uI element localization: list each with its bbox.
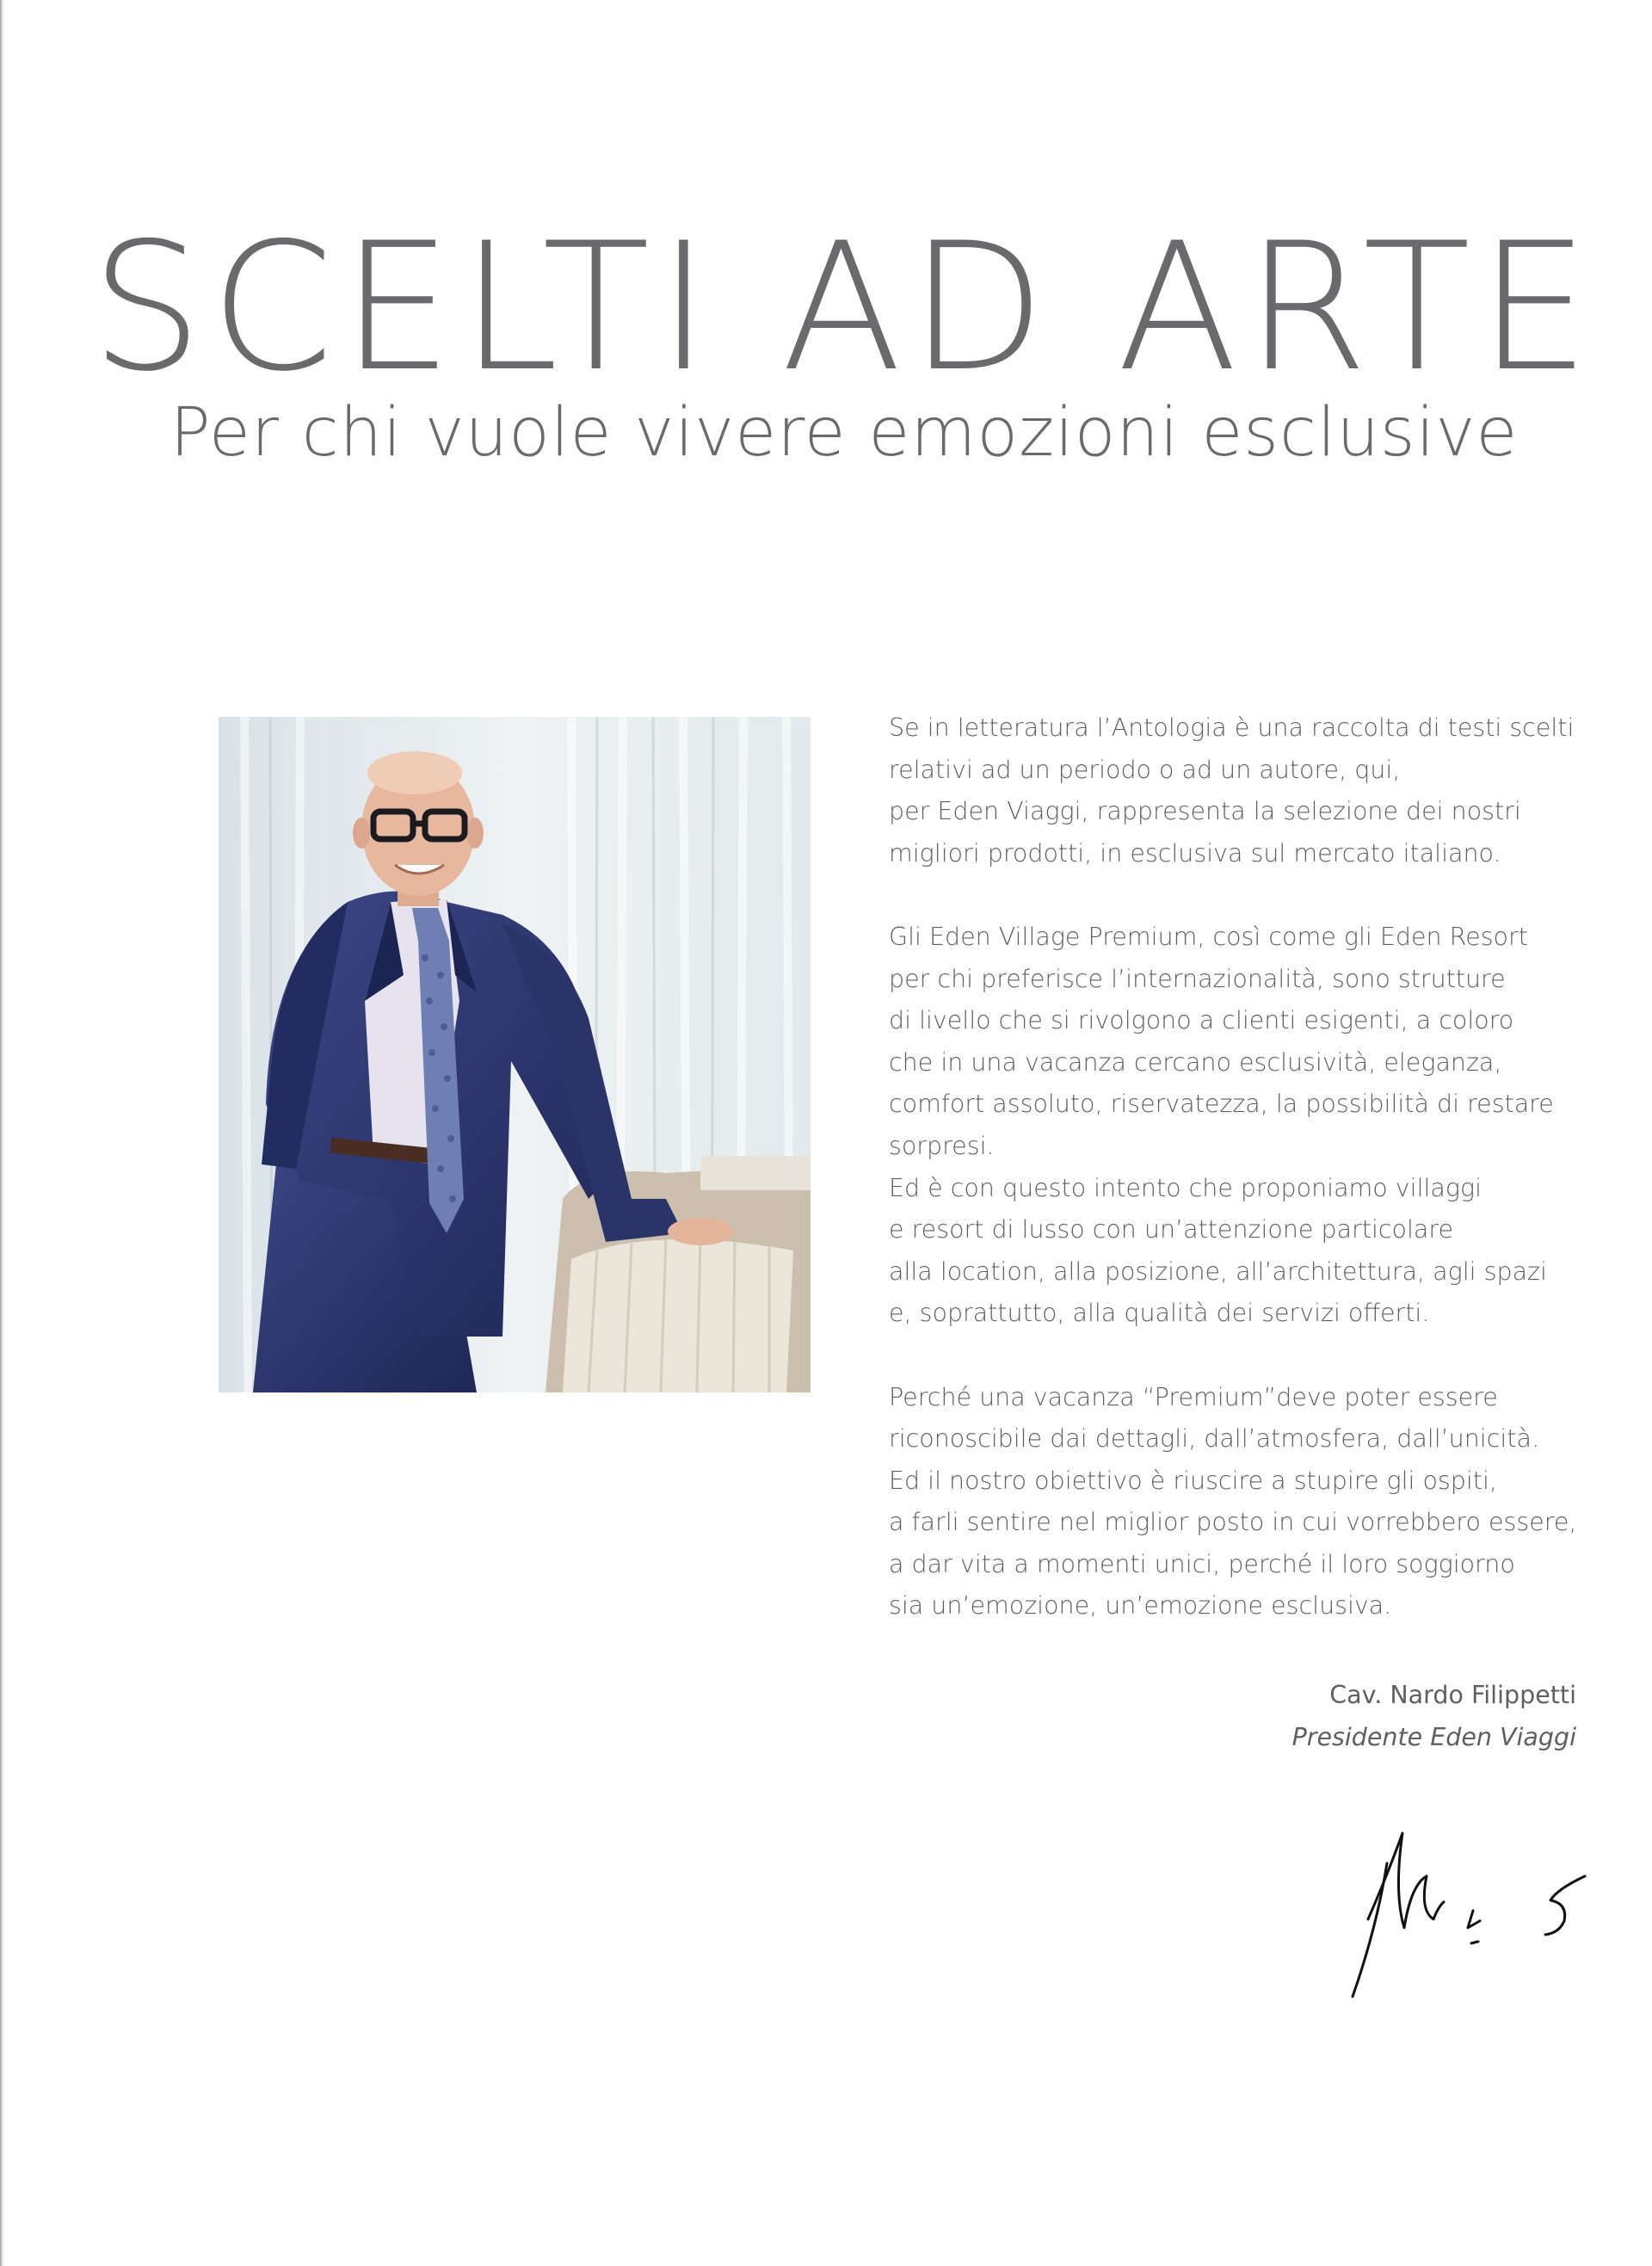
text-line: migliori prodotti, in esclusiva sul mercato italiano.: [889, 838, 1501, 868]
paragraph-emotion: [889, 1377, 1620, 1628]
paragraph-intent: [889, 1168, 1620, 1335]
text-line: relativi ad un periodo o ad un autore, qui,: [889, 755, 1401, 784]
page-title: SCELTI AD ARTE: [90, 206, 1598, 411]
text-line: alla location, alla posizione, all’architettura, agli spazi: [889, 1256, 1547, 1286]
signatory-name: Cav. Nardo Filippetti: [1329, 1681, 1576, 1709]
text-line: riconoscibile dai dettagli, dall’atmosfera, dall’unicità.: [889, 1424, 1540, 1454]
text-line: e, soprattutto, alla qualità dei servizi offerti.: [889, 1299, 1430, 1328]
president-portrait: [219, 717, 811, 1392]
text-line: sorpresi.: [889, 1131, 995, 1160]
text-line: per chi preferisce l’internazionalità, sono strutture: [889, 964, 1506, 993]
text-line: di livello che si rivolgono a clienti esigenti, a coloro: [889, 1006, 1514, 1035]
text-line: Gli Eden Village Premium, così come gli Eden Resort: [889, 922, 1528, 951]
text-line: a dar vita a momenti unici, perché il loro soggiorno: [889, 1549, 1515, 1578]
page-subtitle: Per chi vuole vivere emozioni esclusive: [170, 394, 1519, 472]
handwritten-signature: [1342, 1825, 1600, 2014]
signatory-role: Presidente Eden Viaggi: [1291, 1722, 1576, 1751]
text-line: per Eden Viaggi, rappresenta la selezione dei nostri: [889, 797, 1521, 826]
text-line: che in una vacanza cercano esclusività, eleganza,: [889, 1047, 1502, 1077]
intro-body: [889, 707, 1620, 1627]
text-line: Perché una vacanza “Premium”deve poter essere: [889, 1382, 1498, 1411]
text-line: comfort assoluto, riservatezza, la possibilità di restare: [889, 1090, 1554, 1119]
text-line: Ed il nostro obiettivo è riuscire a stupire gli ospiti,: [889, 1466, 1497, 1495]
text-line: sia un’emozione, un’emozione esclusiva.: [889, 1591, 1392, 1621]
paragraph-premium: [889, 917, 1620, 1168]
text-line: Ed è con questo intento che proponiamo villaggi: [889, 1173, 1482, 1202]
text-line: e resort di lusso con un’attenzione particolare: [889, 1215, 1453, 1244]
text-line: Se in letteratura l’Antologia è una raccolta di testi scelti: [889, 713, 1575, 742]
text-line: a farli sentire nel miglior posto in cui vorrebbero essere,: [889, 1508, 1577, 1537]
paragraph-intro: [889, 707, 1620, 874]
signature-block: [1292, 1675, 1576, 1758]
